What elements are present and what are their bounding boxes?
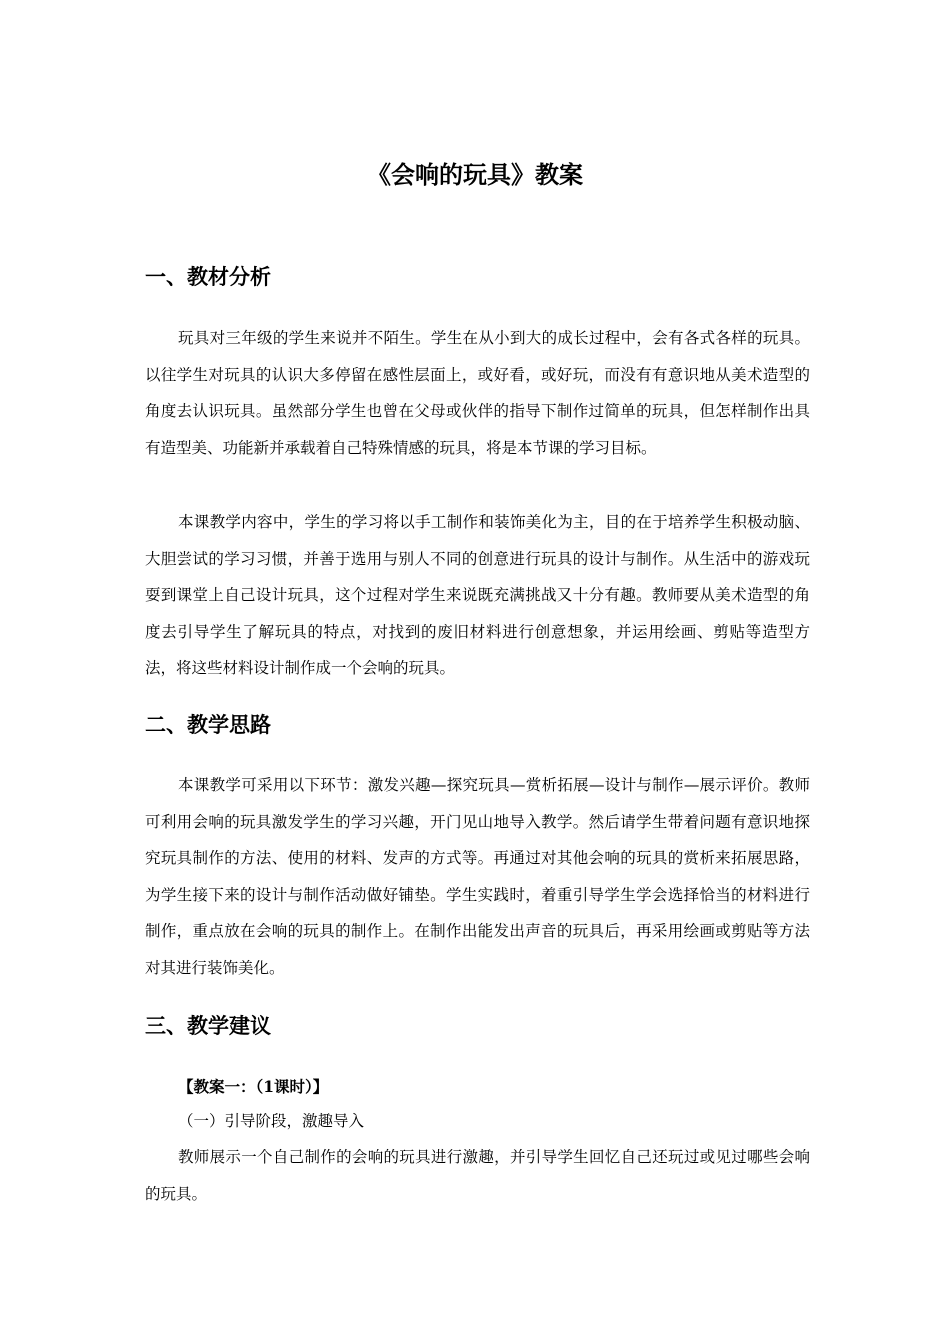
section-1-paragraph-1: 玩具对三年级的学生来说并不陌生。学生在从小到大的成长过程中，会有各式各样的玩具。以往学生对玩具的认识大多停留在感性层面上，或好看，或好玩，而没有有意识地从美术造型的角度去认识玩具。虽然部分学生也曾在父母或伙伴的指导下制作过简单的玩具，但怎样制作出具有造型美、功能新并承载着自己特殊情感的玩具，将是本节课的学习目标。 — [145, 329, 810, 457]
section-2-paragraph-1: 本课教学可采用以下环节：激发兴趣—探究玩具—赏析拓展—设计与制作—展示评价。教师可利用会响的玩具激发学生的学习兴趣，开门见山地导入教学。然后请学生带着问题有意识地探究玩具制作的方法、使用的材料、发声的方式等。再通过对其他会响的玩具的赏析来拓展思路，为学生接下来的设计与制作活动做好铺垫。学生实践时，着重引导学生学会选择恰当的材料进行制作，重点放在会响的玩具的制作上。在制作出能发出声音的玩具后，再采用绘画或剪贴等方法对其进行装饰美化。 — [145, 776, 810, 977]
section-1-paragraph-2: 本课教学内容中，学生的学习将以手工制作和装饰美化为主，目的在于培养学生积极动脑、大胆尝试的学习习惯，并善于选用与别人不同的创意进行玩具的设计与制作。从生活中的游戏玩耍到课堂上自己设计玩具，这个过程对学生来说既充满挑战又十分有趣。教师要从美术造型的角度去引导学生了解玩具的特点，对找到的废旧材料进行创意想象，并运用绘画、剪贴等造型方法，将这些材料设计制作成一个会响的玩具。 — [145, 513, 810, 678]
section-heading-2: 二、教学思路 — [145, 713, 271, 737]
section-3-paragraph-1: 教师展示一个自己制作的会响的玩具进行激趣，并引导学生回忆自己还玩过或见过哪些会响的玩具。 — [145, 1148, 810, 1203]
lesson-step-label: （一）引导阶段，激趣导入 — [178, 1112, 365, 1130]
lesson-plan-label: 【教案一：（1课时）】 — [178, 1077, 329, 1096]
section-heading-1: 一、教材分析 — [145, 265, 271, 289]
section-heading-3: 三、教学建议 — [145, 1014, 271, 1038]
document-title: 《会响的玩具》教案 — [367, 161, 583, 189]
